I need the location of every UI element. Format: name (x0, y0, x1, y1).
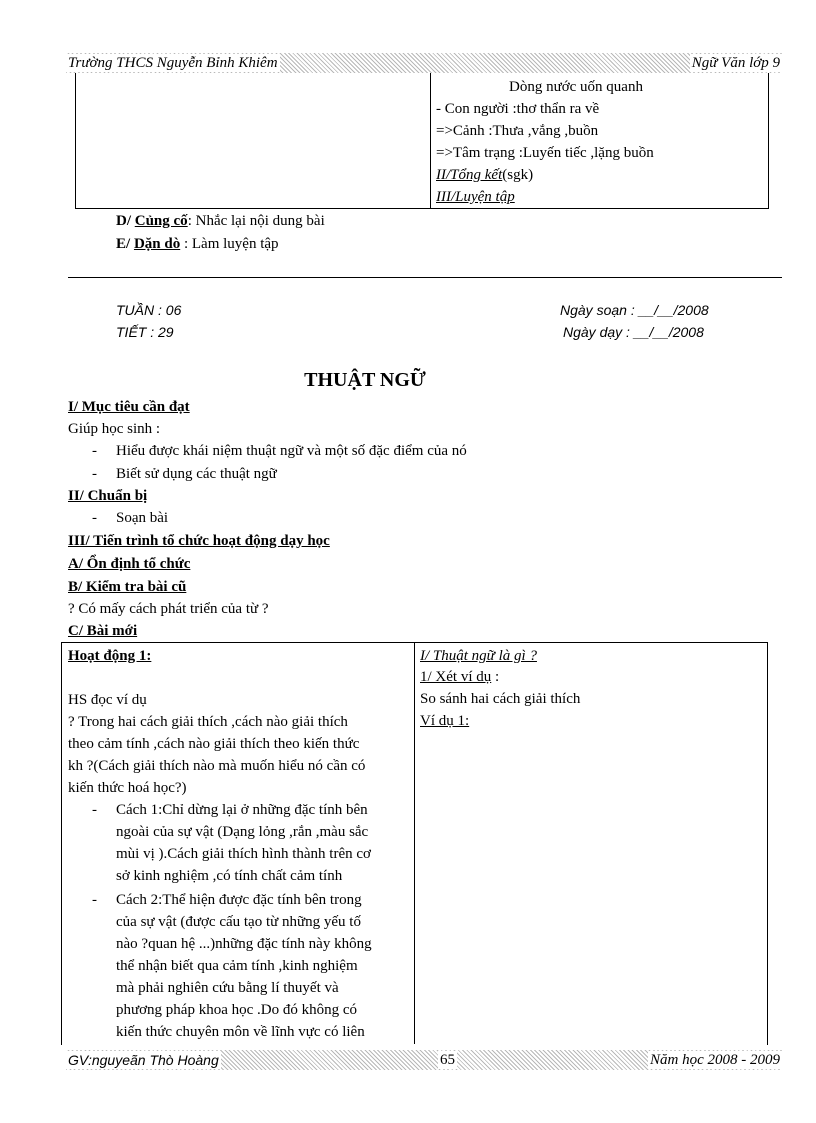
homework-text: : Làm luyện tập (183, 236, 279, 252)
review-question: ? Có mấy cách phát triển của từ ? (68, 601, 269, 617)
period-label: TIẾT : 29 (116, 324, 174, 340)
homework-heading: Dặn dò (133, 236, 181, 252)
top-table (75, 73, 769, 209)
activity-question-line: kiến thức hoá học?) (68, 780, 187, 796)
way1-dash: - (92, 802, 97, 818)
page-number: 65 (440, 1052, 455, 1068)
practice-heading: III/Luyện tập (436, 189, 515, 205)
step-c-heading: C/ Bài mới (68, 623, 138, 639)
content-heading: I/ Thuật ngữ là gì ? (420, 648, 537, 664)
summary-heading: II/Tổng kết (436, 167, 503, 183)
way1-line: Cách 1:Chỉ dừng lại ở những đặc tính bên (116, 802, 368, 818)
list-item: - Biết sử dụng các thuật ngữ (92, 463, 467, 486)
activity-heading: Hoạt động 1: (68, 648, 152, 664)
page-header (66, 53, 782, 73)
activity-question-line: kh ?(Cách giải thích nào mà muốn hiểu nó cần có (68, 758, 366, 774)
objectives-heading: I/ Mục tiêu cần đạt (68, 399, 190, 415)
way2-line: của sự vật (được cấu tạo từ những yếu tố (116, 914, 361, 930)
step-a-heading: A/ Ổn định tổ chức (68, 556, 191, 572)
objectives-list (92, 440, 467, 486)
way2-line: phương pháp khoa học .Do đó không có (116, 1002, 358, 1018)
section-divider (68, 277, 782, 278)
page-footer (66, 1050, 782, 1070)
homework-line (116, 233, 279, 255)
top-table-line: =>Cảnh :Thưa ,vắng ,buồn (436, 123, 599, 139)
summary-note: (sgk) (502, 167, 534, 183)
process-heading: III/ Tiến trình tổ chức hoạt động dạy học (68, 533, 330, 549)
subject-label: Ngữ Văn lớp 9 (691, 55, 780, 71)
content-sub-suffix: : (491, 669, 500, 685)
way1-line: mùi vị ).Cách giải thích hình thành trên cơ (116, 846, 371, 862)
top-table-divider (430, 73, 431, 208)
way2-dash: - (92, 892, 97, 908)
preparation-heading: II/ Chuẩn bị (68, 488, 148, 504)
summary-line (436, 164, 533, 186)
week-label: TUẦN : 06 (116, 302, 182, 318)
school-name: Trường THCS Nguyễn Bỉnh Khiêm (68, 55, 278, 71)
preparation-list (92, 507, 168, 529)
school-year: Năm học 2008 - 2009 (650, 1052, 780, 1068)
list-item: - Hiểu được khái niệm thuật ngữ và một số đặc điểm của nó (92, 440, 467, 463)
consolidation-text: : Nhắc lại nội dung bài (187, 213, 325, 229)
way1-line: ngoài của sự vật (Dạng lỏng ,rắn ,màu sắc (116, 824, 369, 840)
way2-line: thể nhận biết qua cảm tính ,kinh nghiệm (116, 958, 358, 974)
step-b-heading: B/ Kiểm tra bài cũ (68, 579, 187, 595)
way2-line: kiến thức chuyên môn về lĩnh vực có liên (116, 1024, 365, 1040)
content-example: Ví dụ 1: (420, 713, 470, 729)
top-table-line: =>Tâm trạng :Luyến tiếc ,lặng buồn (436, 145, 654, 161)
homework-label: E/ (116, 236, 131, 252)
prepared-date: Ngày soạn : __/__/2008 (560, 302, 709, 318)
top-table-line: - Con người :thơ thẩn ra về (436, 101, 600, 117)
taught-date: Ngày dạy : __/__/2008 (563, 324, 704, 340)
consolidation-label: D/ (116, 213, 131, 229)
way1-line: sở kinh nghiệm ,có tính chất cảm tính (116, 868, 343, 884)
lesson-table-divider (414, 642, 415, 1044)
way2-line: mà phải nghiên cứu bằng lí thuyết và (116, 980, 339, 996)
teacher-name: GV:nguyeãn Thò Hoàng (68, 1052, 219, 1068)
content-sub-line (420, 666, 499, 688)
list-item: - Soạn bài (92, 507, 168, 529)
lesson-title: THUẬT NGỮ (304, 369, 426, 391)
way2-line: Cách 2:Thể hiện được đặc tính bên trong (116, 892, 362, 908)
consolidation-line (116, 210, 325, 232)
activity-question-line: theo cảm tính ,cách nào giải thích theo kiến thức (68, 736, 360, 752)
content-compare: So sánh hai cách giải thích (420, 691, 581, 707)
activity-question-line: ? Trong hai cách giải thích ,cách nào giải thích (68, 714, 348, 730)
way2-line: nào ?quan hệ ...)những đặc tính này không (116, 936, 372, 952)
activity-read: HS đọc ví dụ (68, 692, 147, 708)
consolidation-heading: Củng cố (134, 213, 188, 229)
objectives-intro: Giúp học sinh : (68, 421, 161, 437)
content-sub: 1/ Xét ví dụ (420, 669, 492, 685)
top-table-line: Dòng nước uốn quanh (509, 79, 643, 95)
